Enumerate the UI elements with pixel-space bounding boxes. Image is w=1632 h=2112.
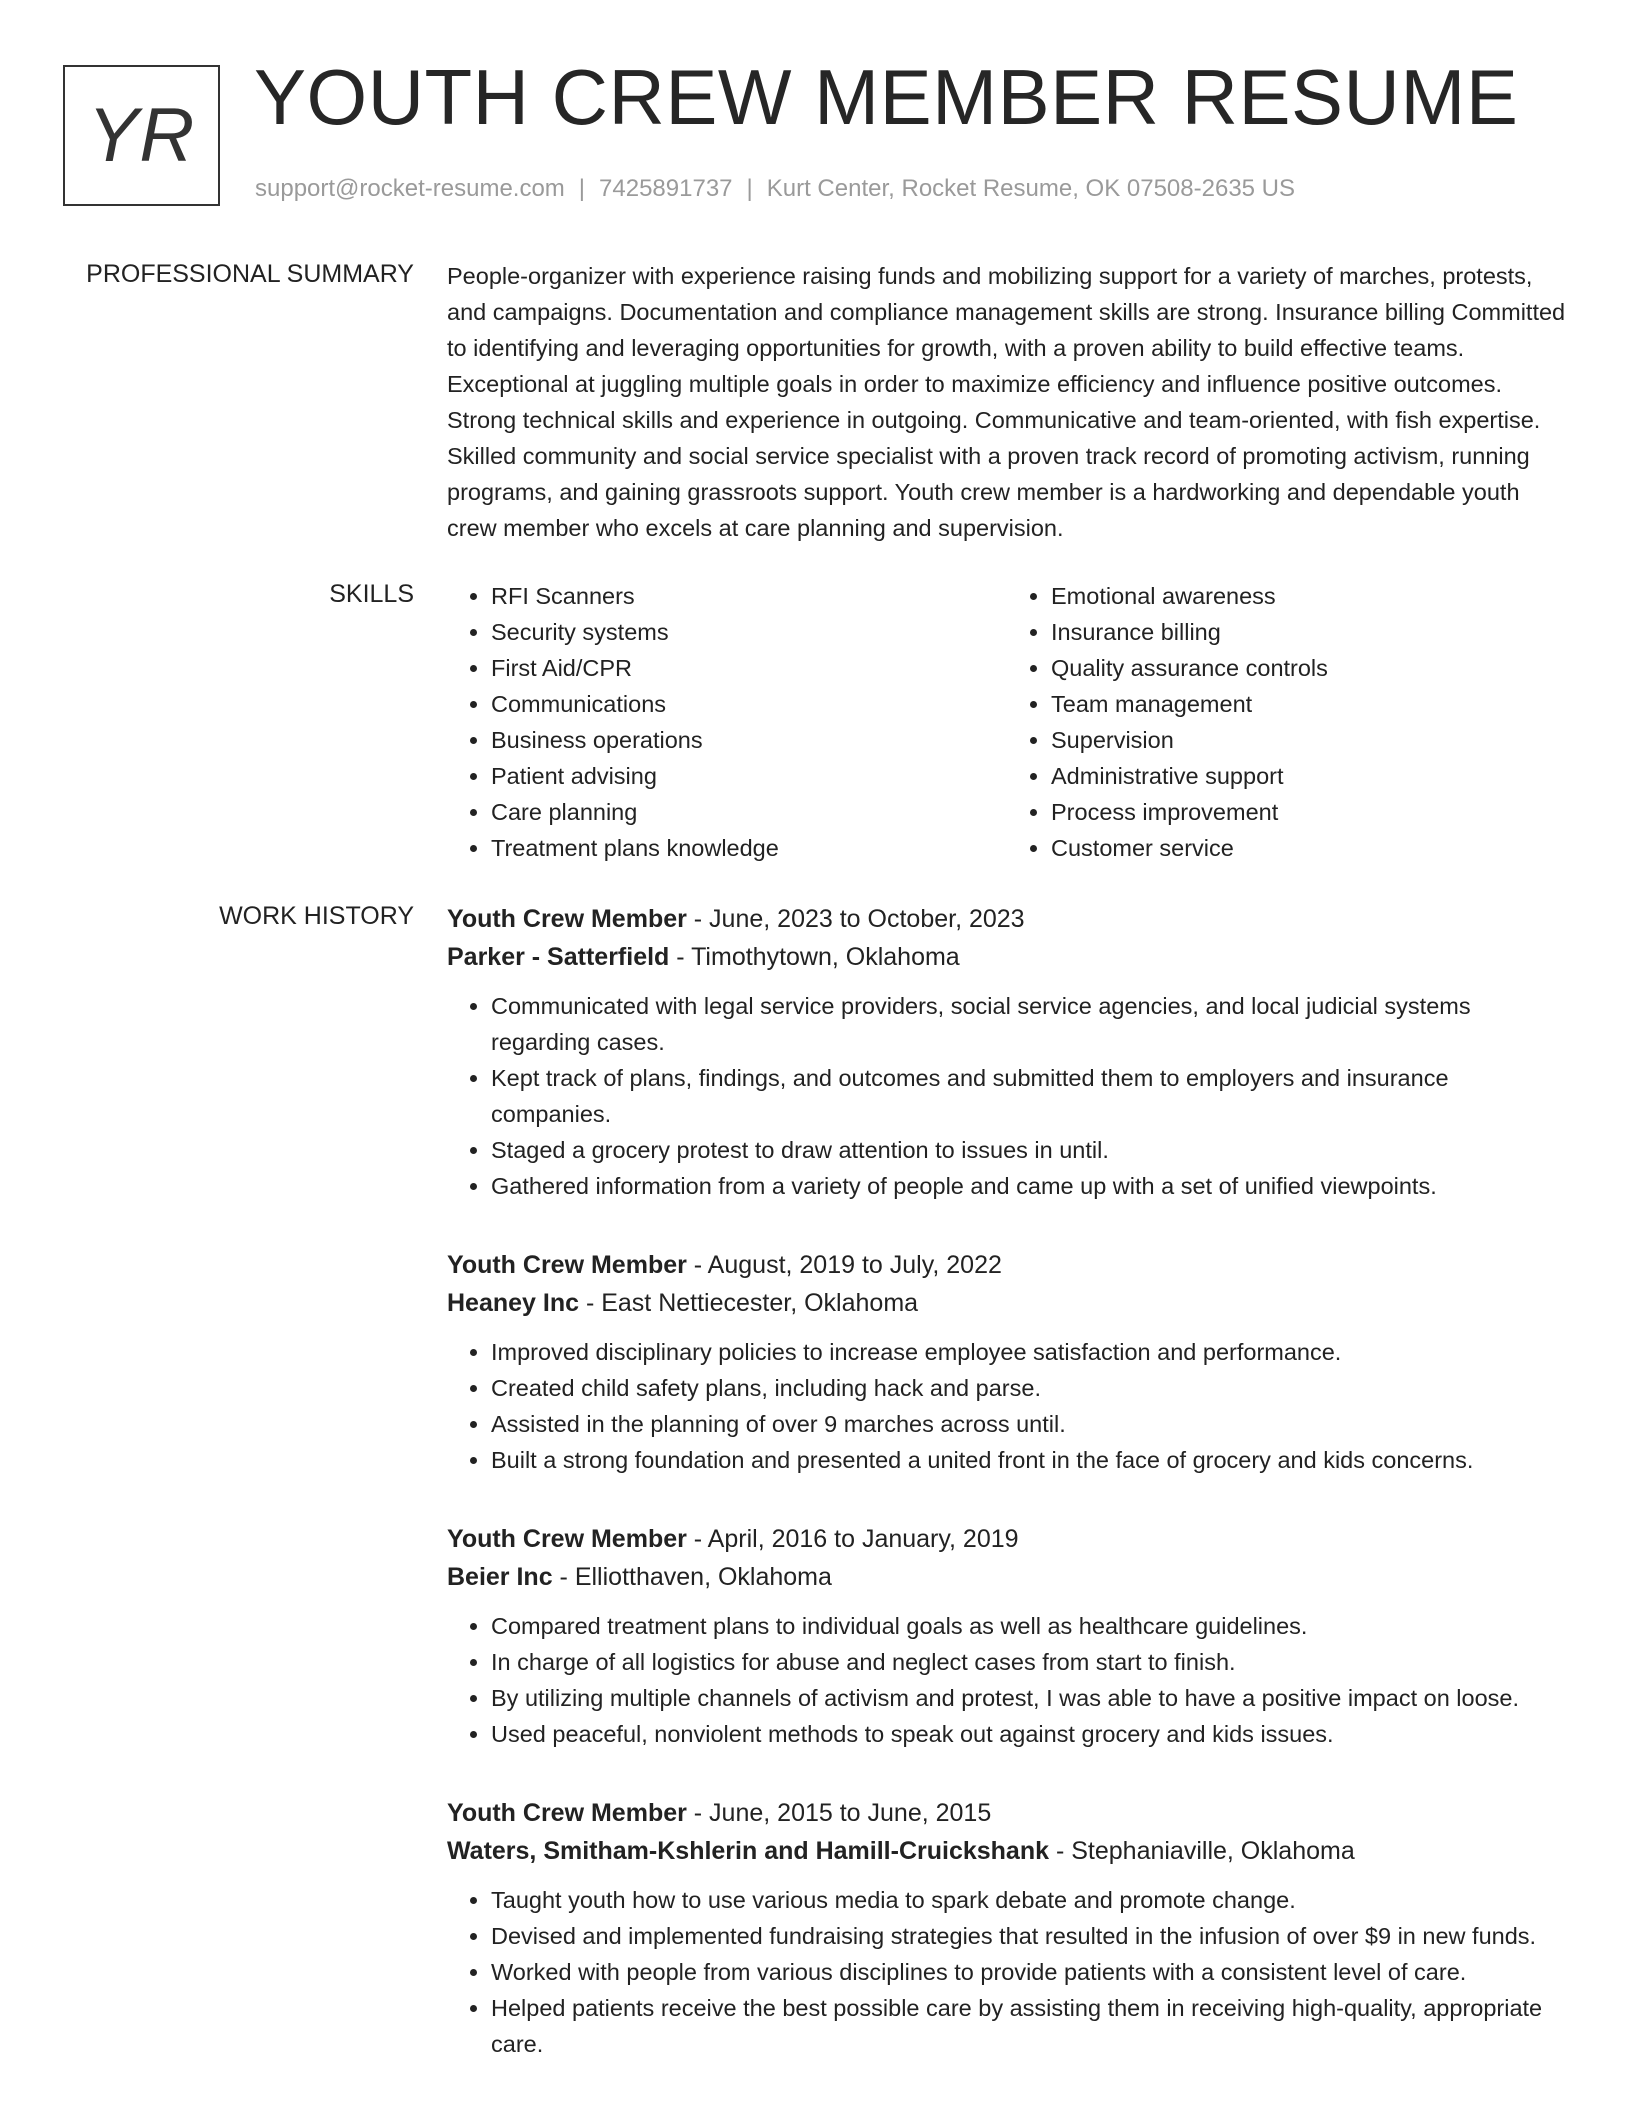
contact-email: support@rocket-resume.com: [255, 175, 565, 202]
job-entry: [447, 900, 1567, 1204]
job-location: - Timothytown, Oklahoma: [669, 943, 960, 971]
job-location: - Elliotthaven, Oklahoma: [552, 1563, 832, 1591]
section-heading: PROFESSIONAL SUMMARY: [86, 260, 414, 288]
job-location: - East Nettiecester, Oklahoma: [579, 1289, 919, 1317]
skill-item: • RFI Scanners: [491, 578, 1007, 614]
skills-list-left: [447, 578, 1007, 866]
job-title: Youth Crew Member: [447, 905, 687, 933]
skill-item: • Team management: [1051, 686, 1567, 722]
job-title: Youth Crew Member: [447, 1251, 687, 1279]
job-bullet: • Helped patients receive the best possible care by assisting them in receiving high-quality, appropriate care.: [491, 1990, 1567, 2062]
resume-title: YOUTH CREW MEMBER RESUME: [254, 53, 1519, 141]
contact-line: [255, 175, 1295, 203]
job-dates: - August, 2019 to July, 2022: [686, 1251, 1002, 1279]
job-title: Youth Crew Member: [447, 1525, 687, 1553]
job-company: Heaney Inc: [447, 1289, 580, 1317]
job-company: Waters, Smitham-Kshlerin and Hamill-Cruickshank: [447, 1837, 1050, 1865]
job-bullet: • Kept track of plans, findings, and outcomes and submitted them to employers and insurance companies.: [491, 1060, 1567, 1132]
job-location: - Stephaniaville, Oklahoma: [1049, 1837, 1355, 1865]
contact-separator: |: [578, 175, 586, 202]
job-bullet: • Used peaceful, nonviolent methods to speak out against grocery and kids issues.: [491, 1716, 1567, 1752]
job-bullet: • Compared treatment plans to individual goals as well as healthcare guidelines.: [491, 1608, 1567, 1644]
job-bullet: • In charge of all logistics for abuse and neglect cases from start to finish.: [491, 1644, 1567, 1680]
skill-item: • Security systems: [491, 614, 1007, 650]
skill-item: • Customer service: [1051, 830, 1567, 866]
job-entry: [447, 1794, 1567, 2062]
job-bullet: • Gathered information from a variety of people and came up with a set of unified viewpoints.: [491, 1168, 1567, 1204]
monogram-logo: YR: [63, 65, 220, 206]
job-entry: [447, 1246, 1567, 1478]
job-dates: - April, 2016 to January, 2019: [686, 1525, 1019, 1553]
job-bullet: • Devised and implemented fundraising strategies that resulted in the infusion of over $9 in new funds.: [491, 1918, 1567, 1954]
skill-item: • Care planning: [491, 794, 1007, 830]
job-company: Parker - Satterfield: [447, 943, 670, 971]
job-bullet: • Staged a grocery protest to draw attention to issues in until.: [491, 1132, 1567, 1168]
skill-item: • Administrative support: [1051, 758, 1567, 794]
skill-item: • Patient advising: [491, 758, 1007, 794]
job-bullet: • Built a strong foundation and presented a united front in the face of grocery and kids concerns.: [491, 1442, 1567, 1478]
skills-list-right: [1007, 578, 1567, 866]
contact-phone: 7425891737: [599, 175, 733, 202]
skill-item: • First Aid/CPR: [491, 650, 1007, 686]
skill-item: • Communications: [491, 686, 1007, 722]
contact-address: Kurt Center, Rocket Resume, OK 07508-2635 US: [766, 175, 1296, 202]
job-title: Youth Crew Member: [447, 1799, 687, 1827]
job-bullet: • Created child safety plans, including hack and parse.: [491, 1370, 1567, 1406]
job-dates: - June, 2015 to June, 2015: [686, 1799, 992, 1827]
contact-separator: |: [746, 175, 753, 202]
skill-item: • Supervision: [1051, 722, 1567, 758]
job-entry: [447, 1520, 1567, 1752]
job-bullet: • Taught youth how to use various media to spark debate and promote change.: [491, 1882, 1567, 1918]
job-company: Beier Inc: [447, 1563, 553, 1591]
skill-item: • Treatment plans knowledge: [491, 830, 1007, 866]
section-heading: WORK HISTORY: [219, 902, 414, 930]
skill-item: • Insurance billing: [1051, 614, 1567, 650]
skill-item: • Quality assurance controls: [1051, 650, 1567, 686]
job-dates: - June, 2023 to October, 2023: [686, 905, 1025, 933]
job-bullet: • Improved disciplinary policies to increase employee satisfaction and performance.: [491, 1334, 1567, 1370]
skill-item: • Process improvement: [1051, 794, 1567, 830]
skill-item: • Emotional awareness: [1051, 578, 1567, 614]
section-heading: SKILLS: [329, 580, 414, 608]
job-bullet: • Assisted in the planning of over 9 marches across until.: [491, 1406, 1567, 1442]
job-bullet: • By utilizing multiple channels of activism and protest, I was able to have a positive impact on loose.: [491, 1680, 1567, 1716]
job-bullet: • Worked with people from various disciplines to provide patients with a consistent level of care.: [491, 1954, 1567, 1990]
summary-text: People-organizer with experience raising funds and mobilizing support for a variety of marches, protests, and campaigns. Documentation and compliance management skills are strong. Insurance billing Committed to identifying and leveraging opportunities for growth, with a proven ability to build effective teams. Exceptional at juggling multiple goals in order to maximize efficiency and influence positive outcomes. Strong technical skills and experience in outgoing. Communicative and team-oriented, with fish expertise. Skilled community and social service specialist with a proven track record of promoting activism, running programs, and gaining grassroots support. Youth crew member is a hardworking and dependable youth crew member who excels at care planning and supervision.: [447, 263, 1566, 541]
skill-item: • Business operations: [491, 722, 1007, 758]
job-bullet: • Communicated with legal service providers, social service agencies, and local judicial systems regarding cases.: [491, 988, 1567, 1060]
